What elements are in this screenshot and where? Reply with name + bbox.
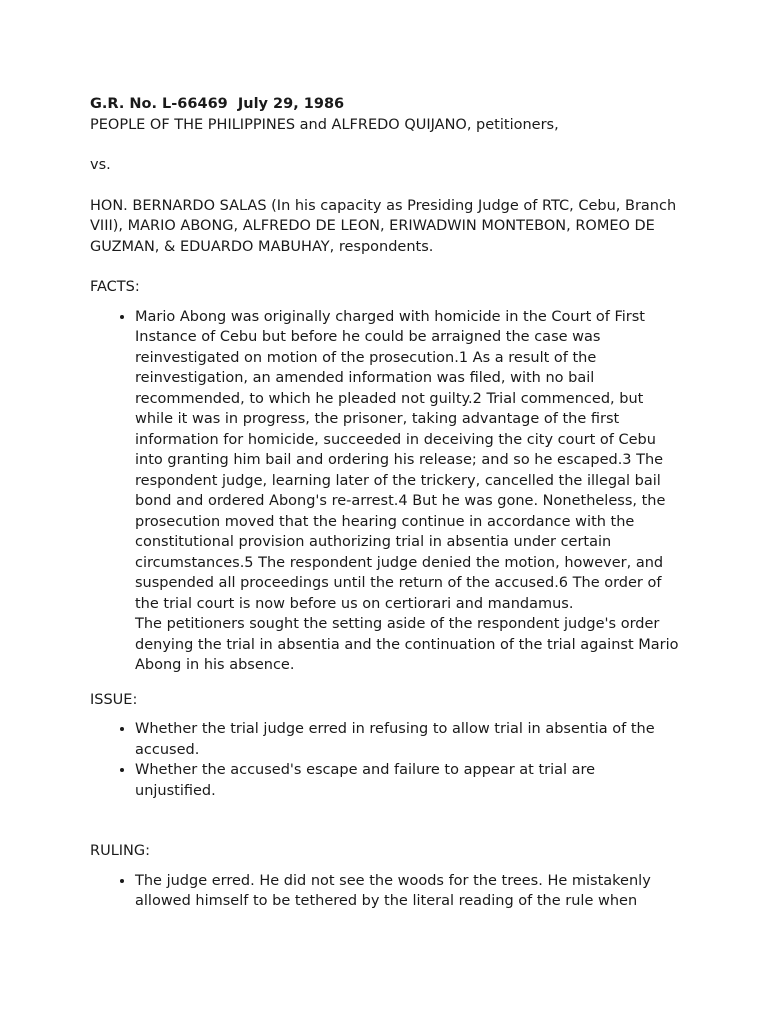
facts-paragraph: • Mario Abong was originally charged with homicide in the Court of First Instance of Cebu but before he could be arraigned the case was reinvestigated on motion of the prosecution.1 As a result of the reinvestigation, an amended information was filed, with no bail recommended, to which he pleaded not guilty.2 Trial commenced, but while it was in progress, the prisoner, taking advantage of the first information for homicide, succeeded in deceiving the city court of Cebu into granting him bail and ordering his release; and so he escaped.3 The respondent judge, learning later of the trickery, cancelled the illegal bail bond and ordered Abong's re-arrest.4 But he was gone. Nonetheless, the prosecution moved that the hearing continue in accordance with the constitutional provision authorizing trial in absentia under certain circumstances.5 The respondent judge denied the motion, however, and suspended all proceedings until the return of the accused.6 The order of the trial court is now before us on certiorari and mandamus. xyxy=(135,308,666,612)
issue-item: • Whether the trial judge erred in refusing to allow trial in absentia of the accused. xyxy=(135,719,680,760)
ruling-item: • The judge erred. He did not see the woods for the trees. He mistakenly allowed himself to be tethered by the literal reading of the rule when xyxy=(135,871,680,912)
case-title: G.R. No. L-66469 July 29, 1986 xyxy=(90,96,345,112)
versus-text: vs. xyxy=(90,157,111,173)
case-parties: PEOPLE OF THE PHILIPPINES and ALFREDO QUIJANO, petitioners, xyxy=(90,116,559,133)
facts-heading: FACTS: xyxy=(90,279,140,295)
issue-list xyxy=(90,719,680,801)
case-respondents: HON. BERNARDO SALAS (In his capacity as Presiding Judge of RTC, Cebu, Branch VIII), MARIO ABONG, ALFREDO DE LEON, ERIWADWIN MONTEBON, ROMEO DE GUZMAN, & EDUARDO MABUHAY, respondents. xyxy=(90,197,677,255)
facts-item xyxy=(135,307,680,676)
issue-heading: ISSUE: xyxy=(90,691,138,708)
ruling-list xyxy=(90,871,680,912)
ruling-heading: RULING: xyxy=(90,843,151,859)
facts-list xyxy=(90,307,680,676)
issue-item: • Whether the accused's escape and failure to appear at trial are unjustified. xyxy=(135,760,680,801)
facts-paragraph: The petitioners sought the setting aside of the respondent judge's order denying the trial in absentia and the continuation of the trial against Mario Abong in his absence. xyxy=(135,616,679,673)
